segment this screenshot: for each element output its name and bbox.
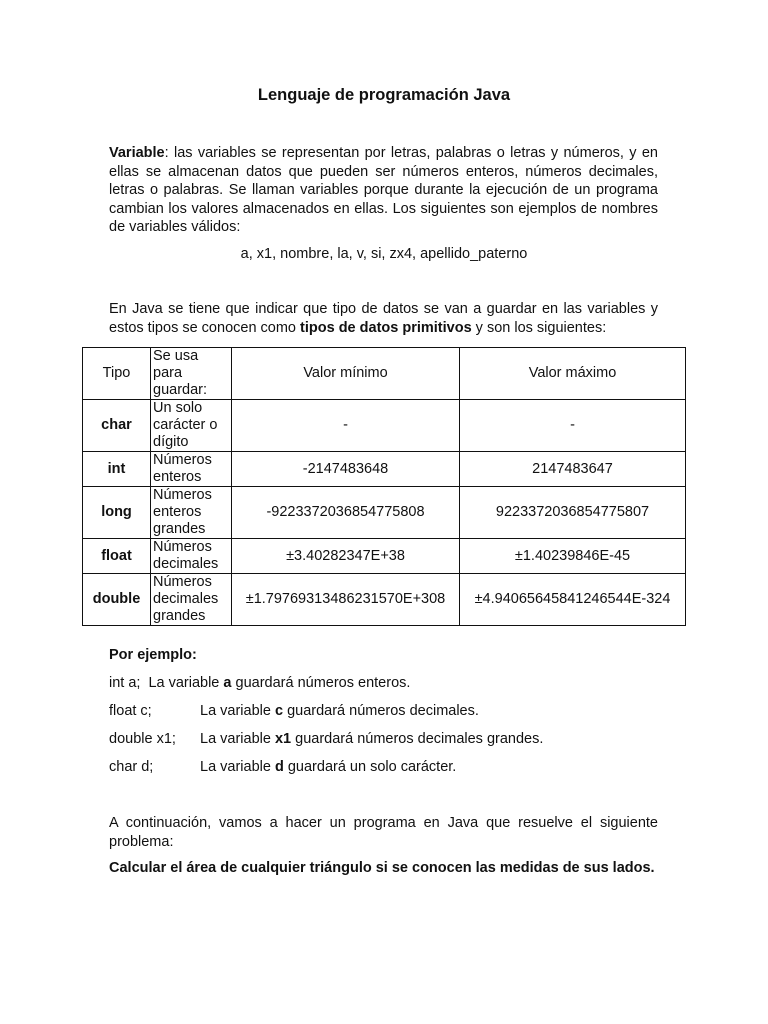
cell-tipo: char <box>83 400 151 452</box>
examples-heading: Por ejemplo: <box>109 647 197 663</box>
types-intro-paragraph <box>109 300 658 337</box>
example-declaration: float c; <box>109 703 152 719</box>
example-text-post: guardará números enteros. <box>231 675 411 691</box>
cell-min: -9223372036854775808 <box>232 487 460 539</box>
cell-tipo: long <box>83 487 151 539</box>
problem-statement: Calcular el área de cualquier triángulo si se conocen las medidas de sus lados. <box>109 860 655 876</box>
example-variable: d <box>274 759 284 775</box>
example-variable: c <box>274 703 284 719</box>
header-valor-minimo: Valor mínimo <box>232 348 460 400</box>
header-uso: Se usa para guardar: <box>151 348 232 400</box>
example-line <box>109 675 410 691</box>
header-valor-maximo: Valor máximo <box>460 348 686 400</box>
example-text-post: guardará números decimales grandes. <box>291 731 544 747</box>
table-header-row <box>83 348 686 400</box>
cell-uso: Un solo carácter o dígito <box>151 400 232 452</box>
cell-uso: Números enteros <box>151 452 232 487</box>
table-row <box>83 539 686 574</box>
header-tipo: Tipo <box>83 348 151 400</box>
types-intro-bold: tipos de datos primitivos <box>300 319 472 336</box>
example-line <box>109 731 543 747</box>
cell-min: - <box>232 400 460 452</box>
continuation-paragraph: A continuación, vamos a hacer un programa en Java que resuelve el siguiente problema: <box>109 815 658 850</box>
cell-uso: Números decimales grandes <box>151 574 232 626</box>
example-text-pre: La variable <box>200 703 275 719</box>
types-intro-text-after: y son los siguientes: <box>471 319 607 336</box>
cell-max: 2147483647 <box>460 452 686 487</box>
example-text-post: guardará números decimales. <box>283 703 479 719</box>
variable-definition-paragraph <box>109 144 658 237</box>
cell-tipo: double <box>83 574 151 626</box>
cell-tipo: float <box>83 539 151 574</box>
cell-max: - <box>460 400 686 452</box>
example-variable: a <box>223 675 232 691</box>
cell-max: ±1.40239846E-45 <box>460 539 686 574</box>
cell-tipo: int <box>83 452 151 487</box>
example-line <box>109 703 479 719</box>
example-text-pre: La variable <box>200 759 275 775</box>
example-line <box>109 759 456 775</box>
variable-term: Variable <box>109 145 165 161</box>
types-intro-text-before: En Java se tiene que indicar que tipo de datos se van a guardar en las variables y estos tipos se conocen como <box>109 301 658 336</box>
cell-uso: Números enteros grandes <box>151 487 232 539</box>
cell-uso: Números decimales <box>151 539 232 574</box>
cell-min: -2147483648 <box>232 452 460 487</box>
variable-name-examples: a, x1, nombre, la, v, si, zx4, apellido_paterno <box>240 246 528 262</box>
page-title: Lenguaje de programación Java <box>257 86 511 104</box>
example-text-post: guardará un solo carácter. <box>283 759 457 775</box>
cell-min: ±3.40282347E+38 <box>232 539 460 574</box>
example-declaration: double x1; <box>109 731 176 747</box>
table-row <box>83 487 686 539</box>
example-declaration: char d; <box>109 759 154 775</box>
primitive-types-table <box>82 347 686 626</box>
table-row <box>83 452 686 487</box>
table-row <box>83 574 686 626</box>
cell-max: ±4.94065645841246544E-324 <box>460 574 686 626</box>
cell-max: 9223372036854775807 <box>460 487 686 539</box>
cell-min: ±1.79769313486231570E+308 <box>232 574 460 626</box>
example-text-pre: La variable <box>148 675 224 691</box>
table-row <box>83 400 686 452</box>
example-variable: x1 <box>274 731 292 747</box>
example-text-pre: La variable <box>200 731 275 747</box>
example-declaration: int a; <box>109 675 141 691</box>
variable-definition-text: : las variables se representan por letras, palabras o letras y números, y en ellas se almacenan datos que pueden ser números enteros, números decimales, letras o palabras. Se llaman variables porque durante la ejecución de un programa cambian los valores almacenados en ellas. Los siguientes son ejemplos de nombres de variables válidos: <box>109 145 658 235</box>
